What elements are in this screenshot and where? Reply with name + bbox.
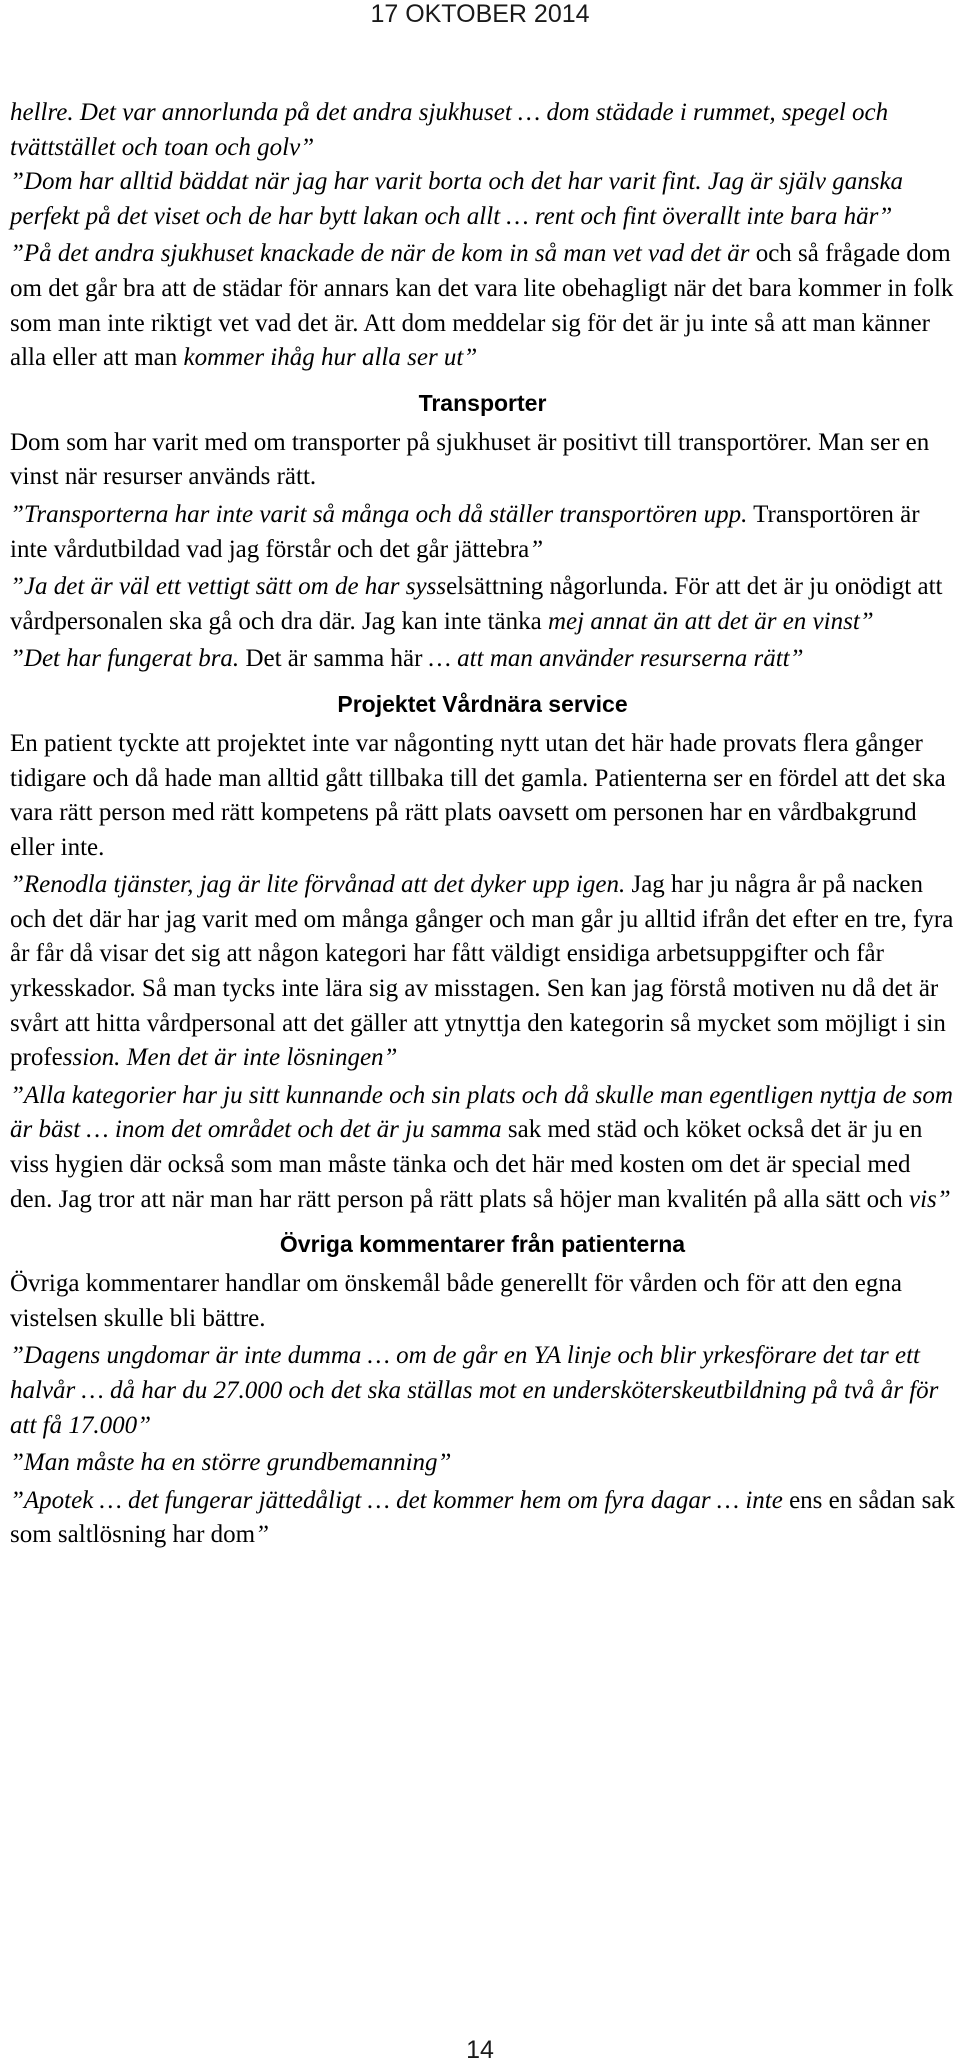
- section-heading-transporter: Transporter: [418, 389, 547, 416]
- paragraph: [10, 727, 955, 865]
- page-number: 14: [466, 2036, 494, 2064]
- body-text: och så frågade dom om det går bra att de städar för annars kan det vara lite obehagligt när det bara kommer in folk som man inte riktigt vet vad det är. Att dom meddelar sig för det är ju inte så att man känner alla eller att man: [10, 240, 954, 372]
- paragraph: [10, 426, 955, 495]
- quote-text: ”Man måste ha en större grundbemanning”: [10, 1449, 452, 1477]
- paragraph: [10, 642, 955, 677]
- paragraph: [10, 498, 955, 567]
- quote-text: ssion. Men det är inte lösningen”: [62, 1044, 398, 1072]
- body-text: Det är samma här: [239, 645, 429, 673]
- paragraph: [10, 1484, 955, 1553]
- quote-text: kommer ihåg hur alla ser ut”: [183, 344, 478, 372]
- body-text: Transportören är inte vårdutbildad vad jag förstår och det går jättebra: [10, 500, 920, 563]
- section-heading-ovriga: Övriga kommentarer från patienterna: [279, 1231, 686, 1258]
- paragraph: [10, 570, 955, 639]
- body-text: sak med städ och köket också det är ju en viss hygien där också som man måste tänka och det här med kosten om det är special med den. Jag tror att när man har rätt person på rätt plats så höjer man kvalitén på alla sätt och: [10, 1116, 923, 1213]
- paragraph: [10, 165, 955, 234]
- page-header-date: 17 OKTOBER 2014: [370, 0, 590, 28]
- page-body: [10, 96, 955, 1553]
- quote-text: ”Ja det är väl ett vettigt sätt om de har syss: [10, 573, 447, 601]
- quote-text: ”På det andra sjukhuset knackade de när de kom in så man vet vad det är: [10, 240, 750, 268]
- paragraph: [10, 1446, 955, 1481]
- quote-text: ”Apotek … det fungerar jättedåligt … det kommer hem om fyra dagar … inte: [10, 1486, 783, 1514]
- body-text: Övriga kommentarer handlar om önskemål både generellt för vården och för att den egna vistelsen skulle bli bättre.: [10, 1270, 903, 1332]
- quote-text: ”Det har fungerat bra.: [10, 645, 240, 673]
- quote-text: vis”: [909, 1185, 951, 1213]
- quote-text: mej annat än att det är en vinst”: [548, 607, 874, 635]
- quote-text: hellre. Det var annorlunda på det andra sjukhuset … dom städade i rummet, spegel och tvättstället och toan och golv”: [10, 99, 889, 161]
- body-text: elsättning någorlunda. För att det är ju onödigt att vårdpersonalen ska gå och dra där. Jag kan inte tänka: [10, 573, 943, 635]
- paragraph: [10, 1079, 955, 1217]
- body-text: En patient tyckte att projektet inte var någonting nytt utan det här hade provats flera gånger tidigare och då hade man alltid gått tillbaka till det gamla. Patienterna ser en fördel att det ska vara rätt person med rätt kompetens på rätt plats oavsett om personen har en vårdbakgrund eller inte.: [10, 729, 946, 861]
- body-text: ens en sådan sak som saltlösning har dom: [10, 1486, 955, 1549]
- quote-text: ”Dom har alltid bäddat när jag har varit borta och det har varit fint. Jag är själv ganska perfekt på det viset och de har bytt lakan och allt … rent och fint överallt inte bara här”: [10, 168, 904, 230]
- paragraph: [10, 1339, 955, 1443]
- paragraph: [10, 237, 955, 375]
- body-text: Jag har ju några år på nacken och det där har jag varit med om många gånger och man går ju alltid ifrån det efter en tre, fyra år får då visar det sig att någon kategori har fått väldigt ensidiga arbetsuppgifter och får yrkesskador. Så man tycks inte lära sig av misstagen. Sen kan jag förstå motiven nu då det är svårt att hitta vårdpersonal att det gäller att ytnyttja den kategorin så mycket som möjligt i sin profe: [10, 871, 954, 1072]
- quote-text: ”Dagens ungdomar är inte dumma … om de går en YA linje och blir yrkesförare det tar ett halvår … då har du 27.000 och det ska ställas mot en undersköterskeutbildning på två år för att få 17.000”: [10, 1342, 939, 1439]
- quote-text: ”: [529, 535, 544, 563]
- paragraph: [10, 868, 955, 1076]
- paragraph: [10, 96, 955, 165]
- section-heading-projektet: Projektet Vårdnära service: [337, 690, 628, 717]
- quote-text: ”Alla kategorier har ju sitt kunnande och sin plats och då skulle man egentligen nyttja de som är bäst … inom det området och det är ju samma: [10, 1081, 953, 1144]
- quote-text: ”: [255, 1521, 270, 1549]
- quote-text: ”Renodla tjänster, jag är lite förvånad att det dyker upp igen.: [10, 871, 626, 899]
- quote-text: … att man använder resurserna rätt”: [428, 645, 804, 673]
- paragraph: [10, 1267, 955, 1336]
- body-text: Dom som har varit med om transporter på sjukhuset är positivt till transportörer. Man ser en vinst när resurser används rätt.: [10, 428, 930, 491]
- quote-text: ”Transporterna har inte varit så många och då ställer transportören upp.: [10, 500, 748, 528]
